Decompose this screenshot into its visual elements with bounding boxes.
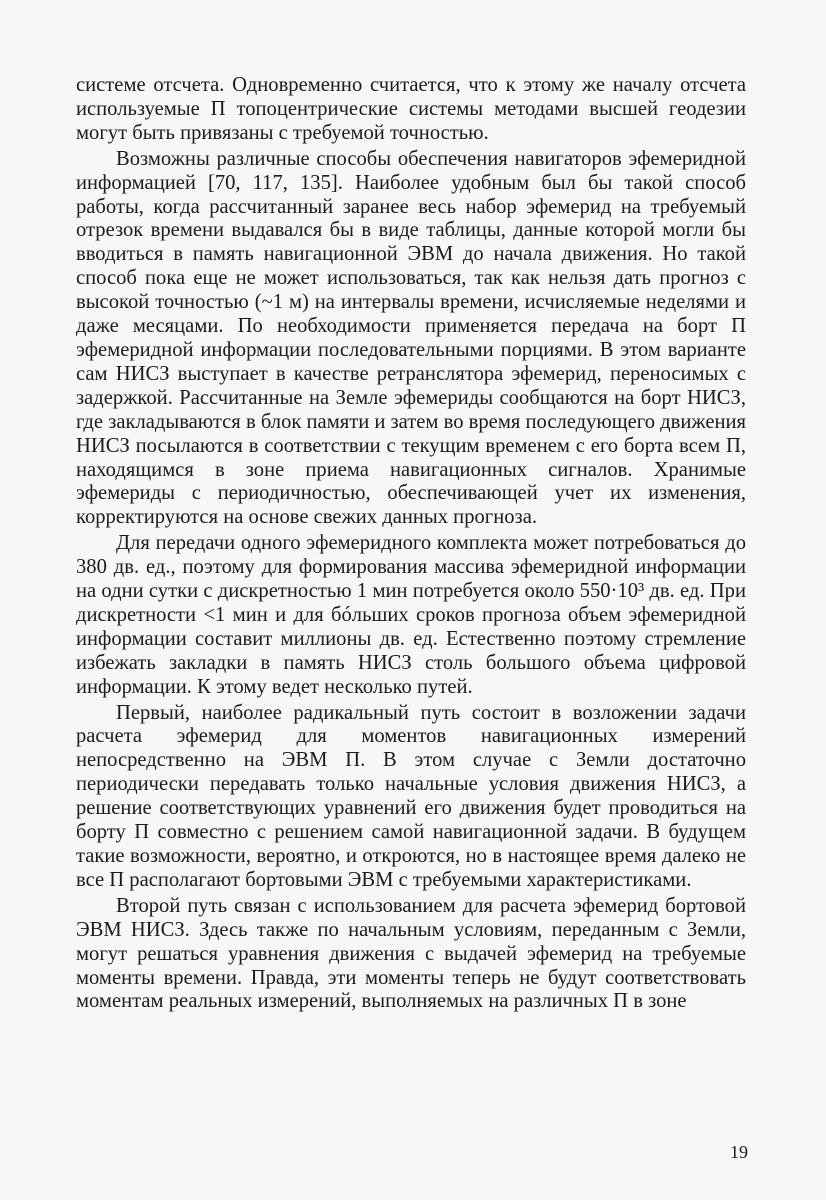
- page-number: 19: [730, 1142, 748, 1162]
- paragraph-ephemeris-methods: Возможны различные способы обеспечения навигаторов эфемеридной информацией [70, 117, 135]. Наиболее удобным был бы такой способ работы, когда рассчитанный заранее весь набор эфемерид на требуемый отрезок времени выдавался бы в виде таблицы, данные которой могли бы вводиться в память навигационной ЭВМ до начала движения. Но такой способ пока еще не может использоваться, так как нельзя дать прогноз с высокой точностью (~1 м) на интервалы времени, исчисляемые неделями и даже месяцами. По необходимости применяется передача на борт П эфемеридной информации последовательными порциями. В этом варианте сам НИСЗ выступает в качестве ретранслятора эфемерид, переносимых с задержкой. Рассчитанные на Земле эфемериды сообщаются на борт НИСЗ, где закладываются в блок памяти и затем во время последующего движения НИСЗ посылаются в соответствии с текущим временем с его борта всем П, находящимся в зоне приема навигационных сигналов. Хранимые эфемериды с периодичностью, обеспечивающей учет их изменения, корректируются на основе свежих данных прогноза.: [76, 147, 746, 529]
- paragraph-first-way: Первый, наиболее радикальный путь состоит в возложении задачи расчета эфемерид для моментов навигационных измерений непосредственно на ЭВМ П. В этом случае с Земли достаточно периодически передавать только начальные условия движения НИСЗ, а решение соответствующих уравнений его движения будет проводиться на борту П совместно с решением самой навигационной задачи. В будущем такие возможности, вероятно, и откроются, но в настоящее время далеко не все П располагают бортовыми ЭВМ с требуемыми характеристиками.: [76, 701, 746, 891]
- paragraph-second-way: Второй путь связан с использованием для расчета эфемерид бортовой ЭВМ НИСЗ. Здесь также по начальным условиям, переданным с Земли, могут решаться уравнения движения с выдачей эфемерид на требуемые моменты времени. Правда, эти моменты теперь не будут соответствовать моментам реальных измерений, выполняемых на различных П в зоне: [76, 894, 746, 1013]
- paragraph-continuation: системе отсчета. Одновременно считается, что к этому же началу отсчета используемые П топоцентрические системы методами высшей геодезии могут быть привязаны с требуемой точностью.: [76, 74, 746, 144]
- paragraph-data-volume: Для передачи одного эфемеридного комплекта может потребоваться до 380 дв. ед., поэтому для формирования массива эфемеридной информации на одни сутки с дискретностью 1 мин потребуется около 550·10³ дв. ед. При дискретности <1 мин и для бóльших сроков прогноза объем эфемеридной информации составит миллионы дв. ед. Естественно поэтому стремление избежать закладки в память НИСЗ столь большого объема цифровой информации. К этому ведет несколько путей.: [76, 532, 746, 698]
- body-text: [76, 74, 746, 1014]
